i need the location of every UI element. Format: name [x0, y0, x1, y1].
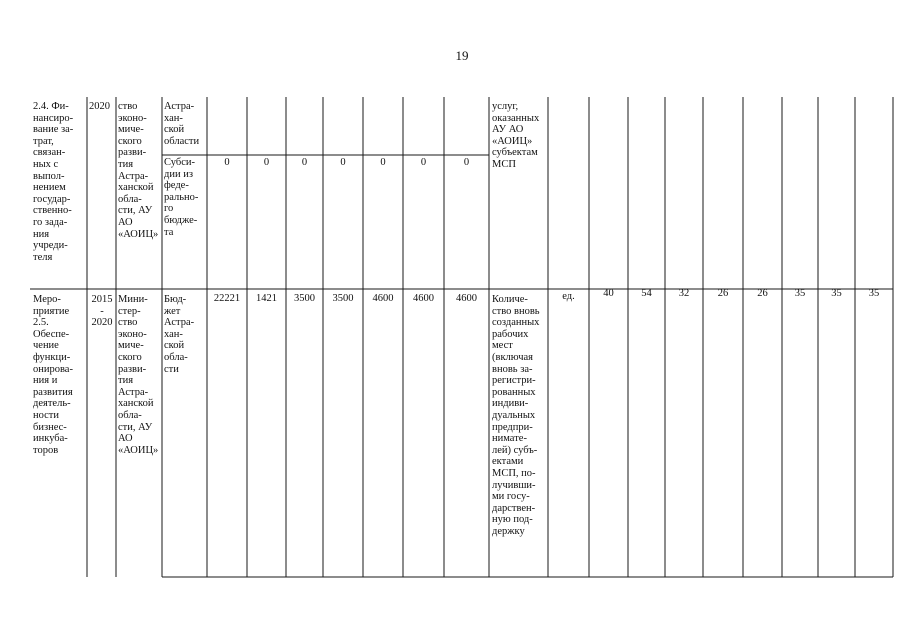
- row1-value: 0: [301, 157, 308, 168]
- row2-years: 2015 - 2020: [91, 294, 113, 329]
- row1-executor: ство эконо- миче- ского разви- тия Астра- ханской обла- сти, АУ АО «АОИЦ»: [118, 101, 159, 240]
- row2-target: 26: [717, 288, 729, 299]
- row2-indicator: Количе- ство вновь созданных рабочих мест (включая вновь за- регистри- рованных индиви- дуальных предпри- нимате- лей) субъ- ектами МСП, по- лучивши- ми госу- дарствен- ную под- держку: [492, 294, 540, 537]
- row1-indicator: услуг, оказанных АУ АО «АОИЦ» субъектам МСП: [492, 101, 540, 170]
- row2-target: 26: [757, 288, 768, 299]
- row1-value: 0: [340, 157, 346, 168]
- row2-value: 4600: [413, 293, 434, 304]
- row1-value: 0: [224, 157, 230, 168]
- row1-value: 0: [420, 157, 427, 168]
- row1-name: 2.4. Фи- нансиро- вание за- трат, связан- ных с выпол- нением государ- ственно- го зада- ния учреди- теля: [33, 101, 74, 263]
- row1-source-b: Субси- дии из феде- рально- го бюдже- та: [164, 157, 199, 238]
- row1-years: 2020: [89, 101, 110, 112]
- row2-target: 54: [641, 288, 652, 299]
- row1-value: 0: [380, 157, 386, 168]
- row2-target: 35: [794, 288, 806, 299]
- row2-target: 40: [603, 288, 614, 299]
- row2-target: 35: [868, 288, 880, 299]
- row2-name: Меро- приятие 2.5. Обеспе- чение функци- онирова- ния и развития деятель- ности бизнес- инкуба- торов: [33, 294, 73, 456]
- row1-value: 0: [263, 157, 270, 168]
- row2-value: 4600: [372, 293, 394, 304]
- row2-executor: Мини- стер- ство эконо- миче- ского разви- тия Астра- ханской обла- сти, АУ АО «АОИЦ»: [118, 294, 159, 456]
- row2-source: Бюд- жет Астра- хан- ской обла- сти: [164, 294, 195, 375]
- page-number: 19: [455, 48, 469, 63]
- row2-value: 4600: [456, 293, 477, 304]
- row1-value: 0: [463, 157, 470, 168]
- row1-source-a: Астра- хан- ской области: [164, 101, 200, 147]
- row2-value: 22221: [213, 293, 241, 304]
- row2-value: 1421: [256, 293, 277, 304]
- row2-unit: ед.: [562, 291, 575, 302]
- row2-target: 32: [678, 288, 690, 299]
- row2-value: 3500: [332, 293, 354, 304]
- row2-target: 35: [831, 288, 842, 299]
- row2-value: 3500: [294, 293, 315, 304]
